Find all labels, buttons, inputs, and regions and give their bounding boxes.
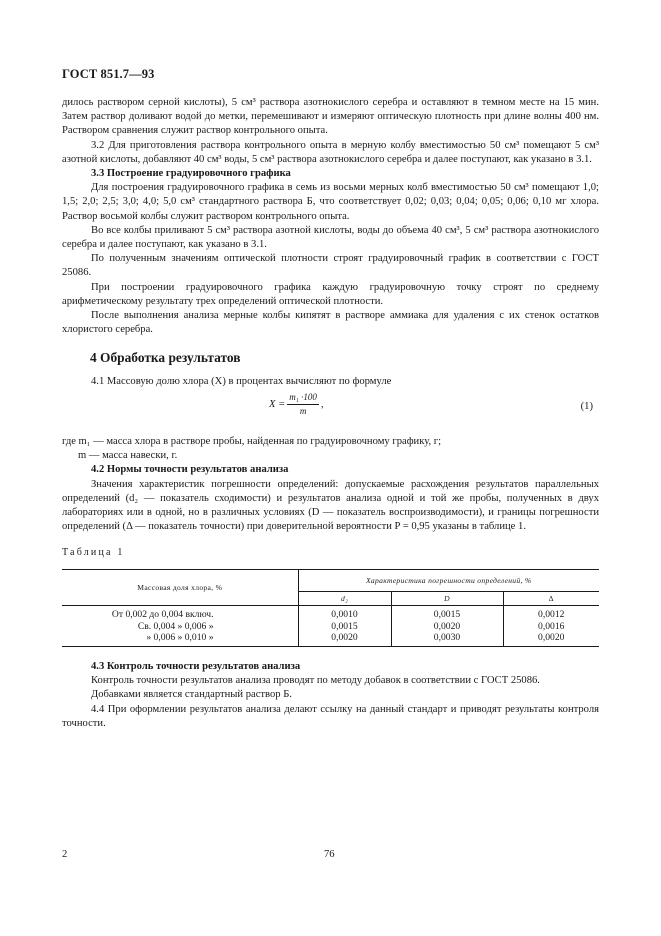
cell-delta: 0,0012 — [538, 609, 565, 620]
col-header-mass-fraction: Массовая доля хлора, % — [62, 570, 298, 606]
formula-tail: , — [320, 399, 324, 410]
subsection-4-3-title: 4.3 Контроль точности результатов анализа — [91, 661, 301, 672]
paragraph-3-2: 3.2 Для приготовления раствора контрольного опыта в мерную колбу вместимостью 50 см³ помещают 5 см³ азотной кислоты, добавляют 40 см³ воды, 5 см³ раствора азотнокислого серебра и далее поступают, как указано в 3.1. — [62, 139, 599, 165]
col-header-d2: d₂ — [298, 592, 391, 606]
page-number-left: 2 — [62, 849, 68, 860]
paragraph-3-3-a: Для построения градуировочного графика в семь из восьми мерных колб вместимостью 50 см³ помещают 1,0; 1,5; 2,0; 2,5; 3,0; 4,0; 5,0 см³ стандартного раствора Б, что соответствует 0,02; 0,03; 0,04; 0,05; 0,06; 0,10 мг хлора. Раствор восьмой колбы служит раствором контрольного опыта. — [62, 182, 599, 222]
col-header-group: Характеристика погрешности определений, % — [298, 570, 599, 592]
table-row — [62, 606, 599, 621]
row-label: От 0,002 до 0,004 включ. — [62, 606, 298, 621]
section-4-2-block — [62, 435, 599, 534]
cell-D: 0,0015 — [391, 606, 503, 621]
cell-d2: 0,0020 — [298, 632, 391, 646]
cell-D: 0,0030 — [391, 632, 503, 646]
table-1 — [62, 569, 599, 647]
row-label: Св. 0,004 » 0,006 » — [62, 621, 298, 633]
formula-number: (1) — [580, 401, 593, 412]
paragraph-3-3-e: После выполнения анализа мерные колбы кипятят в растворе аммиака для удаления с их стенок остатков хлористого серебра. — [62, 310, 599, 336]
cell-delta: 0,0020 — [503, 632, 599, 646]
where-line-2: m — масса навески, г. — [78, 450, 178, 462]
formula-1 — [62, 392, 599, 422]
col-header-D: D — [391, 592, 503, 606]
where-line-1: где m₁ — масса хлора в растворе пробы, найденная по градуировочному графику, г; — [62, 436, 442, 447]
top-text-block — [62, 96, 599, 337]
col-header-delta: Δ — [503, 592, 599, 606]
paragraph-4-2: Значения характеристик погрешности определений: допускаемые расхождения результатов параллельных определений (d₂ — показатель сходимости) и результатов анализа одной и той же пробы, полученных в двух лабораториях или в одной, но в различных условиях (D — показатель воспроизводимости), и границы погрешности определений (Δ — показатель точности) при доверительной вероятности P = 0,95 указаны в таблице 1. — [62, 478, 599, 533]
subsection-4-2-title: 4.2 Нормы точности результатов анализа — [91, 464, 289, 476]
cell-D: 0,0020 — [391, 621, 503, 633]
paragraph-4-3-a: Контроль точности результатов анализа проводят по методу добавок в соответствии с ГОСТ 25086. — [91, 675, 540, 687]
paragraph-4-1-block — [62, 375, 599, 389]
document-header: ГОСТ 851.7—93 — [62, 67, 155, 81]
subsection-3-3-title: 3.3 Построение градуировочного графика — [91, 168, 291, 180]
paragraph-4-4: 4.4 При оформлении результатов анализа делают ссылку на данный стандарт и приводят результаты контроля точности. — [62, 703, 599, 729]
paragraph-3-3-c: По полученным значениям оптической плотности строят градуировочный график в соответствии с ГОСТ 25086. — [62, 253, 599, 279]
formula-denominator: m — [299, 406, 307, 416]
paragraph-3-3-d: При построении градуировочного графика каждую градуировочную точку строят по среднему арифметическому результату трех определений оптической плотности. — [62, 281, 599, 307]
paragraph-3-3-b: Во все колбы приливают 5 см³ раствора азотной кислоты, воды до объема 40 см³, 5 см³ раствора азотнокислого серебра и далее поступают, как указано в 3.1. — [62, 224, 599, 251]
cell-d2: 0,0010 — [298, 606, 391, 621]
section-4-title: 4 Обработка результатов — [90, 350, 241, 365]
cell-delta: 0,0016 — [538, 620, 565, 632]
section-4-3-block — [62, 660, 599, 731]
formula-numerator: m₁ ·100 — [287, 392, 319, 405]
page-number-center: 76 — [324, 849, 335, 860]
paragraph-4-3-b: Добавками является стандартный раствор Б. — [91, 689, 292, 701]
row-label: » 0,006 » 0,010 » — [62, 632, 298, 646]
paragraph-continuation: дилось раствором серной кислоты), 5 см³ раствора азотнокислого серебра и оставляют в темном месте на 15 мин. Затем раствор доливают водой до метки, перемешивают и измеряют оптическую плотность при длине волны 400 нм. Раствором сравнения служит раствор контрольного опыта. — [62, 97, 599, 137]
formula-lhs: X = — [269, 399, 286, 410]
table-row — [62, 621, 599, 633]
table-caption: Таблица 1 — [62, 547, 125, 558]
table-row — [62, 632, 599, 646]
formula-fraction — [287, 392, 319, 417]
paragraph-4-1: 4.1 Массовую долю хлора (X) в процентах вычисляют по формуле — [91, 376, 392, 387]
cell-d2: 0,0015 — [298, 621, 391, 633]
